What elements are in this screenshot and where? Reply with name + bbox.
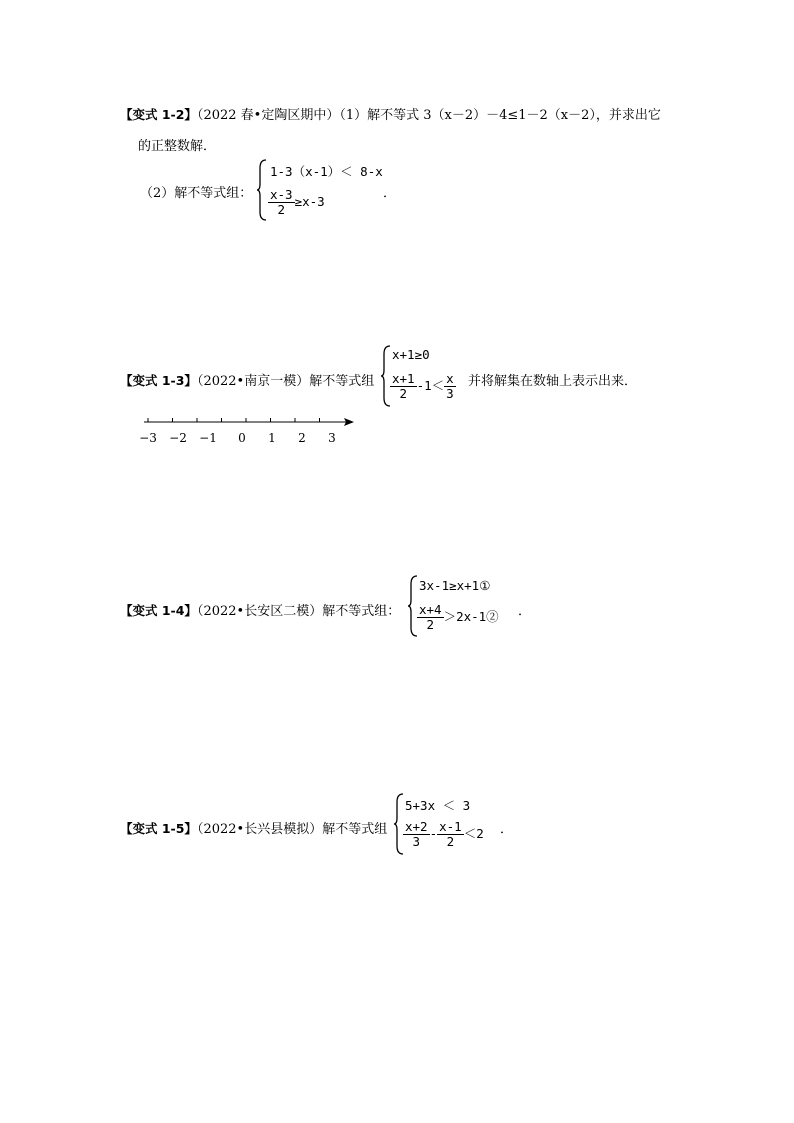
fraction: $\frac{x+2}{3}$ <box>405 819 428 849</box>
equation-1: x+1≥0 <box>392 347 430 362</box>
axis-tick-label: −2 <box>169 431 187 445</box>
fraction: $\frac{x-3}{2}$ <box>270 187 293 217</box>
period: ． <box>383 186 397 201</box>
equation-1: 5+3x ＜ 3 <box>405 798 471 813</box>
problem-1-2-line2: 的正整数解． <box>138 139 217 154</box>
equation-2-rest: ＞2x-1② <box>443 609 499 624</box>
problem-1-3-line <box>120 370 374 389</box>
equation-2-mid: -1＜ <box>416 378 445 393</box>
equation-2 <box>417 603 499 632</box>
equation-2 <box>268 188 325 217</box>
problem-source: （2022•南京一模） <box>196 374 310 389</box>
axis-tick-label: 3 <box>328 431 336 445</box>
problem-source: （2022•长兴县模拟） <box>196 822 323 837</box>
minus-sign: - <box>429 826 438 841</box>
problem-1-5-line <box>120 818 387 837</box>
problem-1-2-line1 <box>120 104 661 123</box>
problem-1-3-tail: 并将解集在数轴上表示出来． <box>468 374 638 389</box>
problem-1-2-part2-label: （2）解不等式组： <box>140 186 253 201</box>
axis-tick-label: 2 <box>298 431 306 445</box>
equation-1: 3x-1≥x+1① <box>419 578 491 593</box>
problem-source: （2022 春•定陶区期中） <box>196 108 340 123</box>
problem-label: 解不等式组： <box>322 604 401 619</box>
problem-tag: 【变式 1-4】 <box>120 603 197 618</box>
equation-2 <box>403 820 484 849</box>
axis-tick-label: −3 <box>139 431 157 445</box>
axis-tick-label: −1 <box>199 431 217 445</box>
axis-tick-label: 0 <box>238 431 246 445</box>
fraction: $\frac{x+1}{2}$ <box>392 371 415 401</box>
inequality-system-1-4 <box>407 574 527 640</box>
fraction: $\frac{x+4}{2}$ <box>419 602 442 632</box>
problem-text: （1）解不等式 3（x－2）－4≤1－2（x－2），并求出它 <box>339 108 661 123</box>
problem-tag: 【变式 1-3】 <box>120 373 197 388</box>
number-line <box>138 410 364 456</box>
problem-tag: 【变式 1-5】 <box>120 821 197 836</box>
equation-2-rest: ≥x-3 <box>294 194 325 209</box>
fraction-2: $\frac{x-1}{2}$ <box>439 819 462 849</box>
axis-tick-label: 1 <box>268 431 276 445</box>
equation-2-rest: ＜2 <box>463 826 484 841</box>
period: ． <box>500 822 514 837</box>
problem-label: 解不等式组 <box>322 822 388 837</box>
inequality-system-1-2 <box>256 158 396 224</box>
equation-2 <box>390 372 456 401</box>
inequality-system-1-5 <box>393 792 513 858</box>
problem-1-4-line <box>120 600 400 619</box>
inequality-system-1-3 <box>380 344 480 410</box>
equation-1: 1-3（x-1）＜ 8-x <box>270 164 383 179</box>
problem-source: （2022•长安区二模） <box>196 604 323 619</box>
problem-label: 解不等式组 <box>309 374 375 389</box>
fraction-2: $\frac{x}{3}$ <box>446 371 454 401</box>
brace-icon <box>256 158 268 222</box>
problem-tag: 【变式 1-2】 <box>120 107 197 122</box>
period: ． <box>518 604 532 619</box>
